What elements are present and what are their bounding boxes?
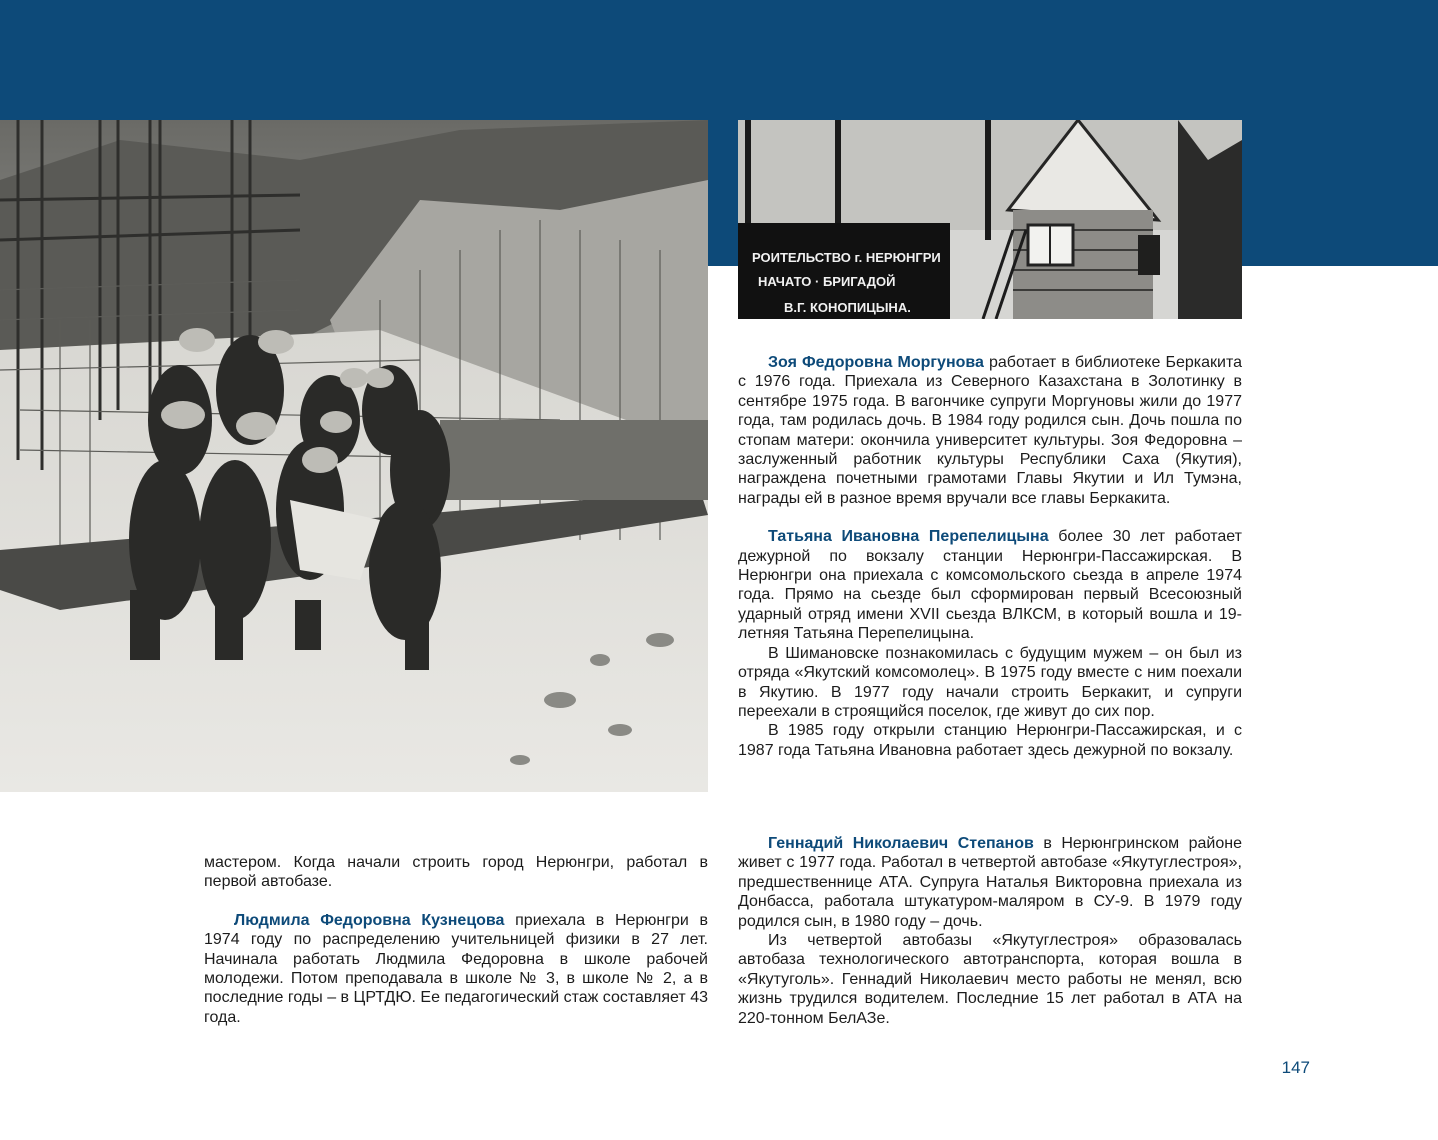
right-column-text-top [738, 353, 1242, 760]
morgunova-text: работает в библиотеке Беркакита с 1976 года. Приехала из Северного Казахстана в Золотинку в сентябре 1975 года. В вагончике супруги Моргуновы жили до 1977 года, там родилась дочь. В 1984 году родился сын. Дочь пошла по стопам матери: окончила университет культуры. Зоя Федоровна – заслуженный работник культуры Республики Саха (Якутия), награждена почетными грамотами Главы Якутии и Ил Тумэна, награды ей в разное время вручали все главы Беркакита. [738, 354, 1242, 507]
perepelitsyna-text: более 30 лет работает дежурной по вокзалу станции Нерюнгри-Пассажирская. В Нерюнгри она приехала с комсомольского сьезда в апреле 1974 года. Прямо на сьезде был сформирован первый Всесоюзный ударный отряд имени XVII сьезда ВЛКСМ, в который вошла и 19-летняя Татьяна Перепелицына. [738, 528, 1242, 643]
morgunova-name: Зоя Федоровна Моргунова [768, 354, 984, 371]
right-column-text-bottom [738, 834, 1242, 1028]
perepelitsyna-paragraph-3: В 1985 году открыли станцию Нерюнгри-Пассажирская, и с 1987 года Татьяна Ивановна работает здесь дежурной по вокзалу. [738, 722, 1242, 759]
stepanov-paragraph-2: Из четвертой автобазы «Якутуглестроя» образовалась автобаза технологического автотранспорта, которая вошла в «Якутуголь». Геннадий Николаевич место работы не менял, всю жизнь трудился водителем. Последние 15 лет работал в АТА на 220-тонном БелАЗе. [738, 932, 1242, 1027]
stepanov-name: Геннадий Николаевич Степанов [768, 835, 1034, 852]
kuznetsova-paragraph [204, 911, 708, 1027]
stepanov-paragraph [738, 834, 1242, 931]
perepelitsyna-name: Татьяна Ивановна Перепелицына [768, 528, 1049, 546]
sign-line-1: РОИТЕЛЬСТВО г. НЕРЮНГРИ [752, 250, 941, 265]
construction-photo [0, 120, 708, 792]
left-column-text [204, 853, 708, 1027]
page-number: 147 [1281, 1058, 1310, 1077]
continuation-paragraph: мастером. Когда начали строить город Нерюнгри, работал в первой автобазе. [204, 854, 708, 891]
log-house-photo [738, 120, 1242, 319]
construction-photo-image [0, 120, 708, 792]
stepanov-text: в Нерюнгринском районе живет с 1977 года. Работал в четвертой автобазе «Якутуглестроя», предшественнице АТА. Супруга Наталья Викторовна приехала из Донбасса, работала штукатуром-маляром в СУ-9. В 1979 году родился сын, в 1980 году – дочь. [738, 835, 1242, 930]
log-house-photo-image [738, 120, 1242, 319]
kuznetsova-text: приехала в Нерюнгри в 1974 году по распределению учительницей физики в 27 лет. Начинала работать Людмила Федоровна в школе рабочей молодежи. Потом преподавала в школе № 3, в школе № 2, а в последние годы – в ЦРТДЮ. Ее педагогический стаж составляет 43 года. [204, 911, 708, 1026]
perepelitsyna-paragraph [738, 527, 1242, 643]
perepelitsyna-paragraph-2: В Шимановске познакомилась с будущим мужем – он был из отряда «Якутский комсомолец». В 1975 году вместе с ним поехали в Якутию. В 1977 году начали строить Беркакит, и супруги переехали в строящийся поселок, где живут до сих пор. [738, 644, 1242, 720]
morgunova-paragraph [738, 353, 1242, 508]
sign-line-2: НАЧАТО · БРИГАДОЙ [758, 274, 896, 289]
sign-line-3: В.Г. КОНОПИЦЫНА. [784, 300, 911, 315]
kuznetsova-name: Людмила Федоровна Кузнецова [234, 911, 505, 929]
